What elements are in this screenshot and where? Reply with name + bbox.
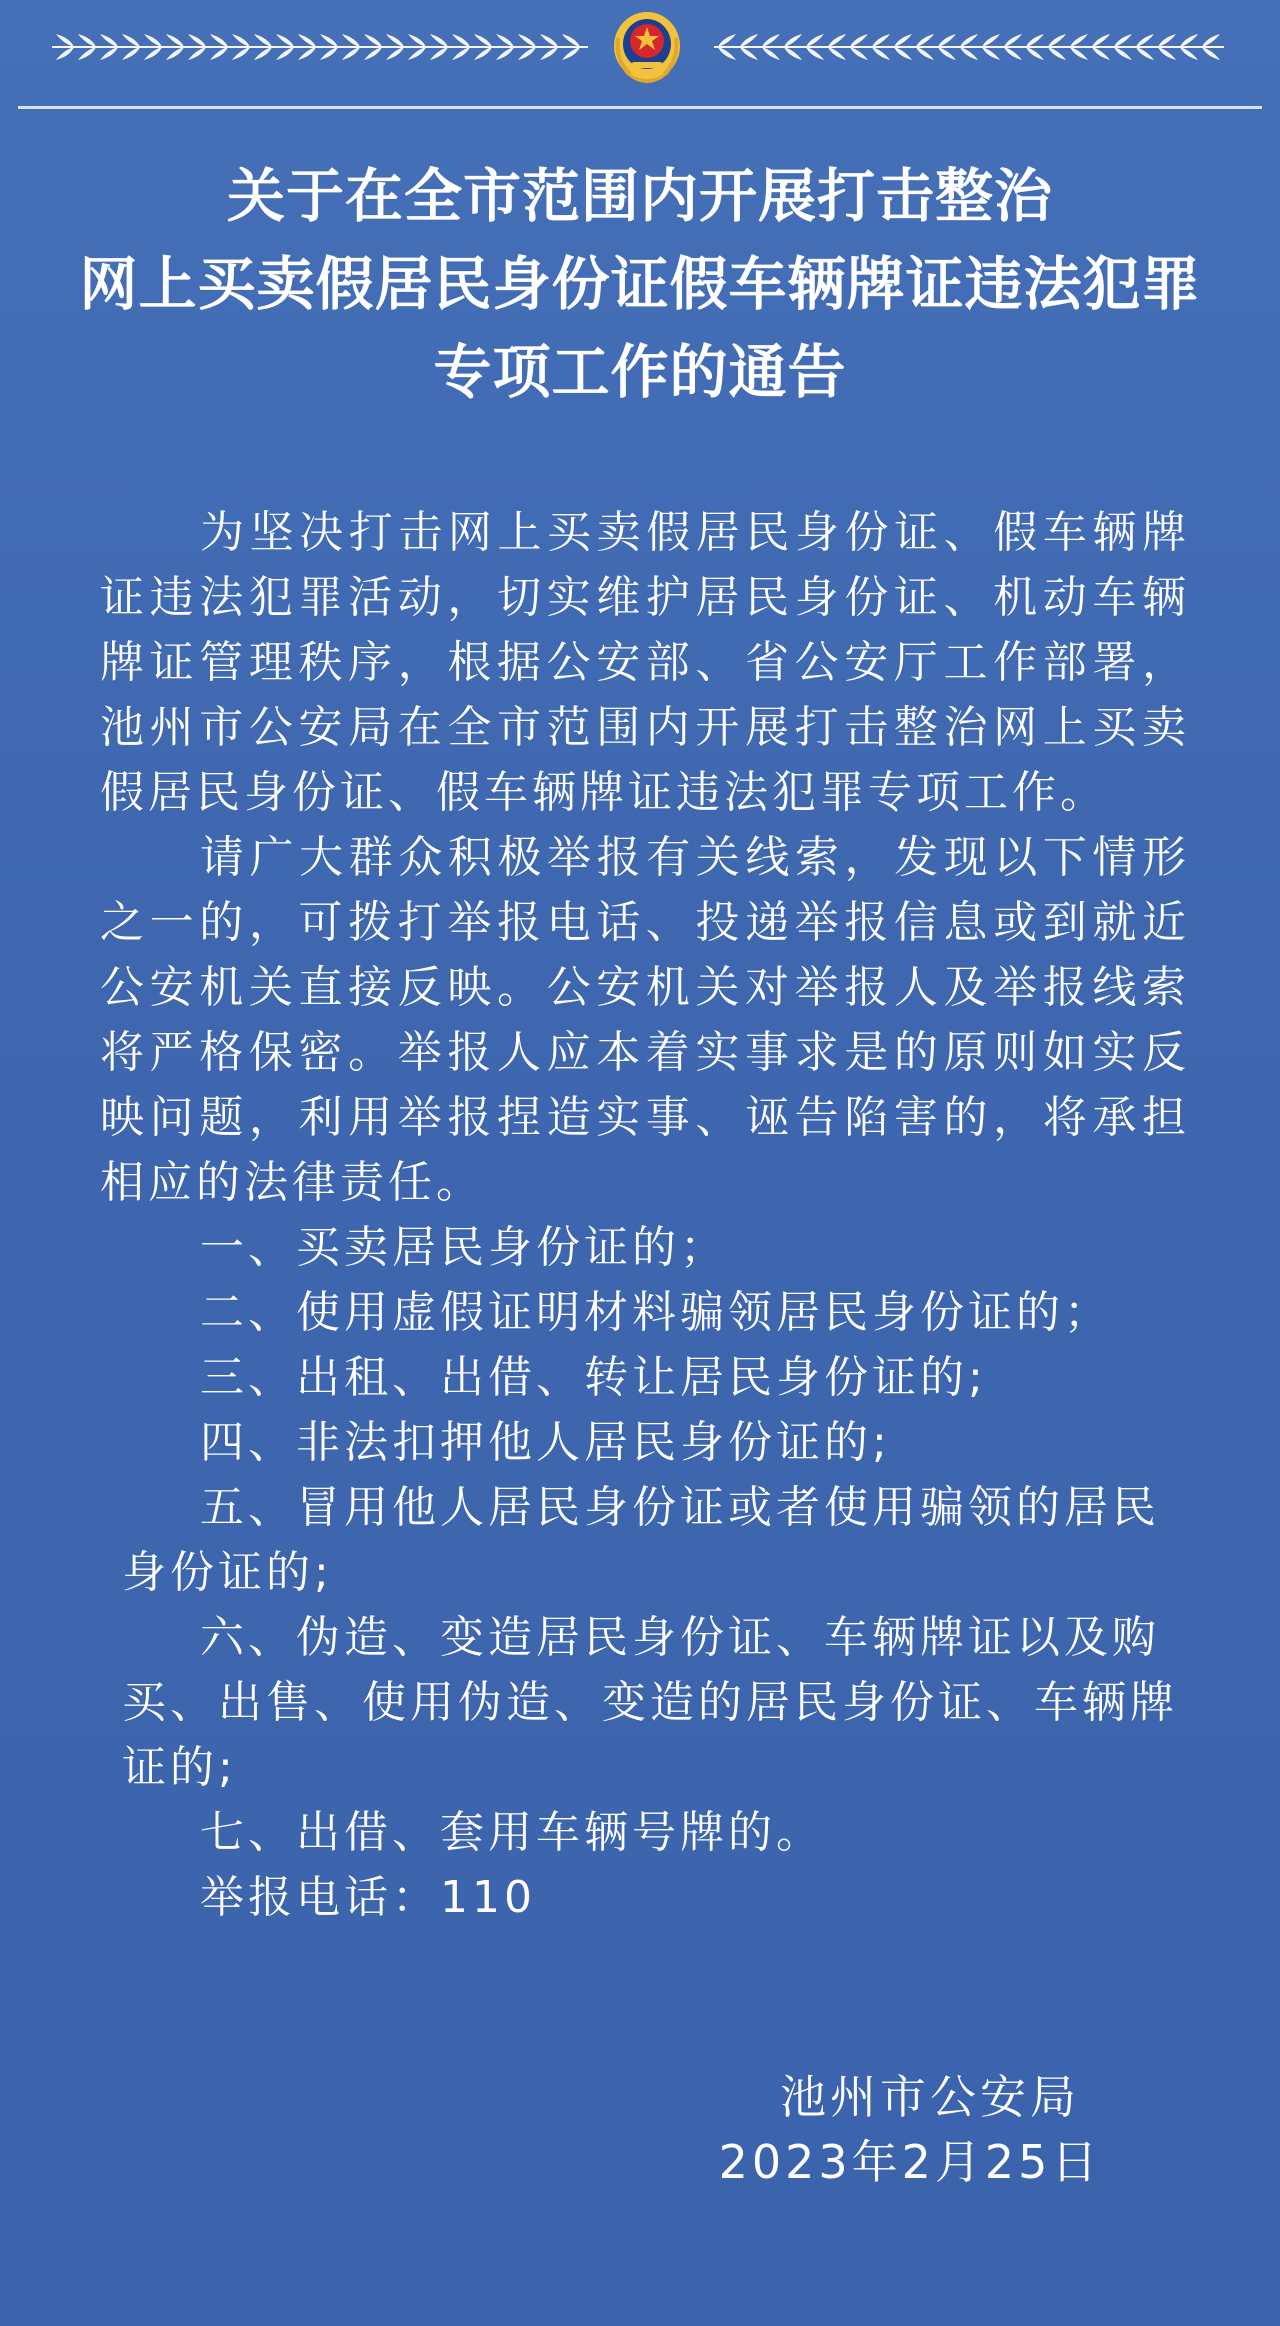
list-item: 六、伪造、变造居民身份证、车辆牌证以及购买、出售、使用伪造、变造的居民身份证、车辆牌证的; (122, 1612, 1178, 1793)
title-line: 专项工作的通告 (433, 338, 847, 406)
wheat-ear-icon (714, 30, 1224, 64)
list-item: 五、冒用他人居民身份证或者使用骗领的居民身份证的; (122, 1482, 1160, 1598)
title-line: 网上买卖假居民身份证假车辆牌证违法犯罪 (79, 250, 1201, 318)
list-item: 二、使用虚假证明材料骗领居民身份证的； (200, 1287, 1112, 1338)
list-item: 七、出借、套用车辆号牌的。 (200, 1807, 824, 1858)
report-paragraph: 请广大群众积极举报有关线索，发现以下情形之一的，可拨打举报电话、投递举报信息或到就近公安机关直接反映。公安机关对举报人及举报线索将严格保密。举报人应本着实事求是的原则如实反映问题，利用举报捏造实事、诬告陷害的，将承担相应的法律责任。 (100, 832, 1190, 1208)
wheat-ear-icon (52, 30, 588, 64)
police-emblem-icon (610, 8, 684, 88)
list-item: 三、出租、出借、转让居民身份证的; (200, 1352, 987, 1403)
list-item: 一、买卖居民身份证的； (200, 1222, 728, 1273)
signature-block (700, 2065, 1120, 2195)
title-line: 关于在全市范围内开展打击整治 (226, 162, 1053, 230)
intro-paragraph: 为坚决打击网上买卖假居民身份证、假车辆牌证违法犯罪活动，切实维护居民身份证、机动车辆牌证管理秩序，根据公安部、省公安厅工作部署，池州市公安局在全市范围内开展打击整治网上买卖假居民身份证、假车辆牌证违法犯罪专项工作。 (100, 507, 1190, 818)
notice-title (0, 152, 1280, 416)
header-divider (18, 106, 1262, 109)
list-item: 四、非法扣押他人居民身份证的; (200, 1417, 891, 1468)
notice-body (100, 500, 1190, 1930)
issuing-organization: 池州市公安局 (780, 2070, 1080, 2124)
hotline-text: 举报电话：110 (200, 1872, 536, 1923)
issue-date: 2023年2月25日 (718, 2135, 1102, 2189)
header-banner (0, 0, 1280, 110)
